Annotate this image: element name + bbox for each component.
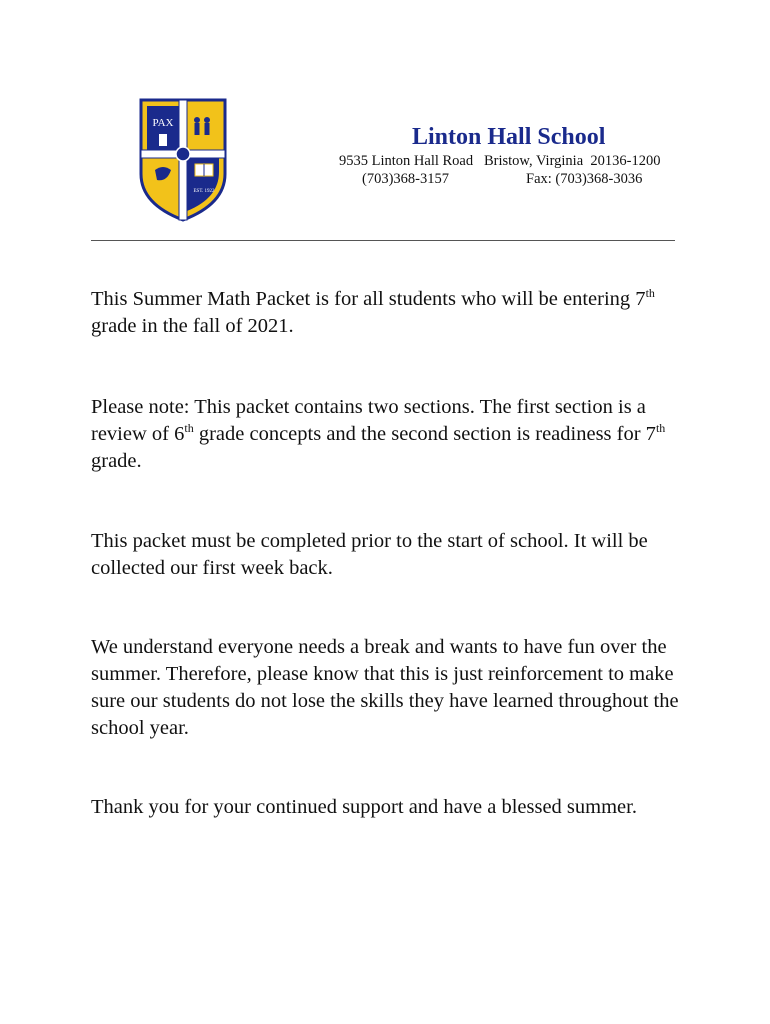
paragraph-thanks: Thank you for your continued support and have a blessed summer. bbox=[91, 796, 637, 818]
school-name: Linton Hall School bbox=[412, 124, 606, 150]
paragraph-intro: This Summer Math Packet is for all students who will be entering 7th grade in the fall of 2021. bbox=[91, 286, 655, 337]
school-phone: (703)368-3157 bbox=[362, 171, 449, 187]
crest-est-text: EST. 1922 bbox=[193, 189, 215, 194]
crest-motto-text: PAX bbox=[152, 117, 174, 129]
header-divider bbox=[91, 240, 675, 241]
paragraph-reinforcement: We understand everyone needs a break and wants to have fun over the summer. Therefore, please know that this is just reinforcement to make sure our students do not lose the skills they have learned throughout the school year. bbox=[91, 636, 679, 739]
paragraph-note: Please note: This packet contains two sections. The first section is a review of 6th grade concepts and the second section is readiness for 7th grade. bbox=[91, 396, 666, 472]
paragraph-deadline: This packet must be completed prior to the start of school. It will be collected our first week back. bbox=[91, 530, 648, 579]
school-fax: Fax: (703)368-3036 bbox=[526, 171, 643, 187]
school-crest-logo bbox=[137, 96, 229, 224]
school-address: 9535 Linton Hall Road Bristow, Virginia 20136-1200 bbox=[339, 153, 661, 169]
